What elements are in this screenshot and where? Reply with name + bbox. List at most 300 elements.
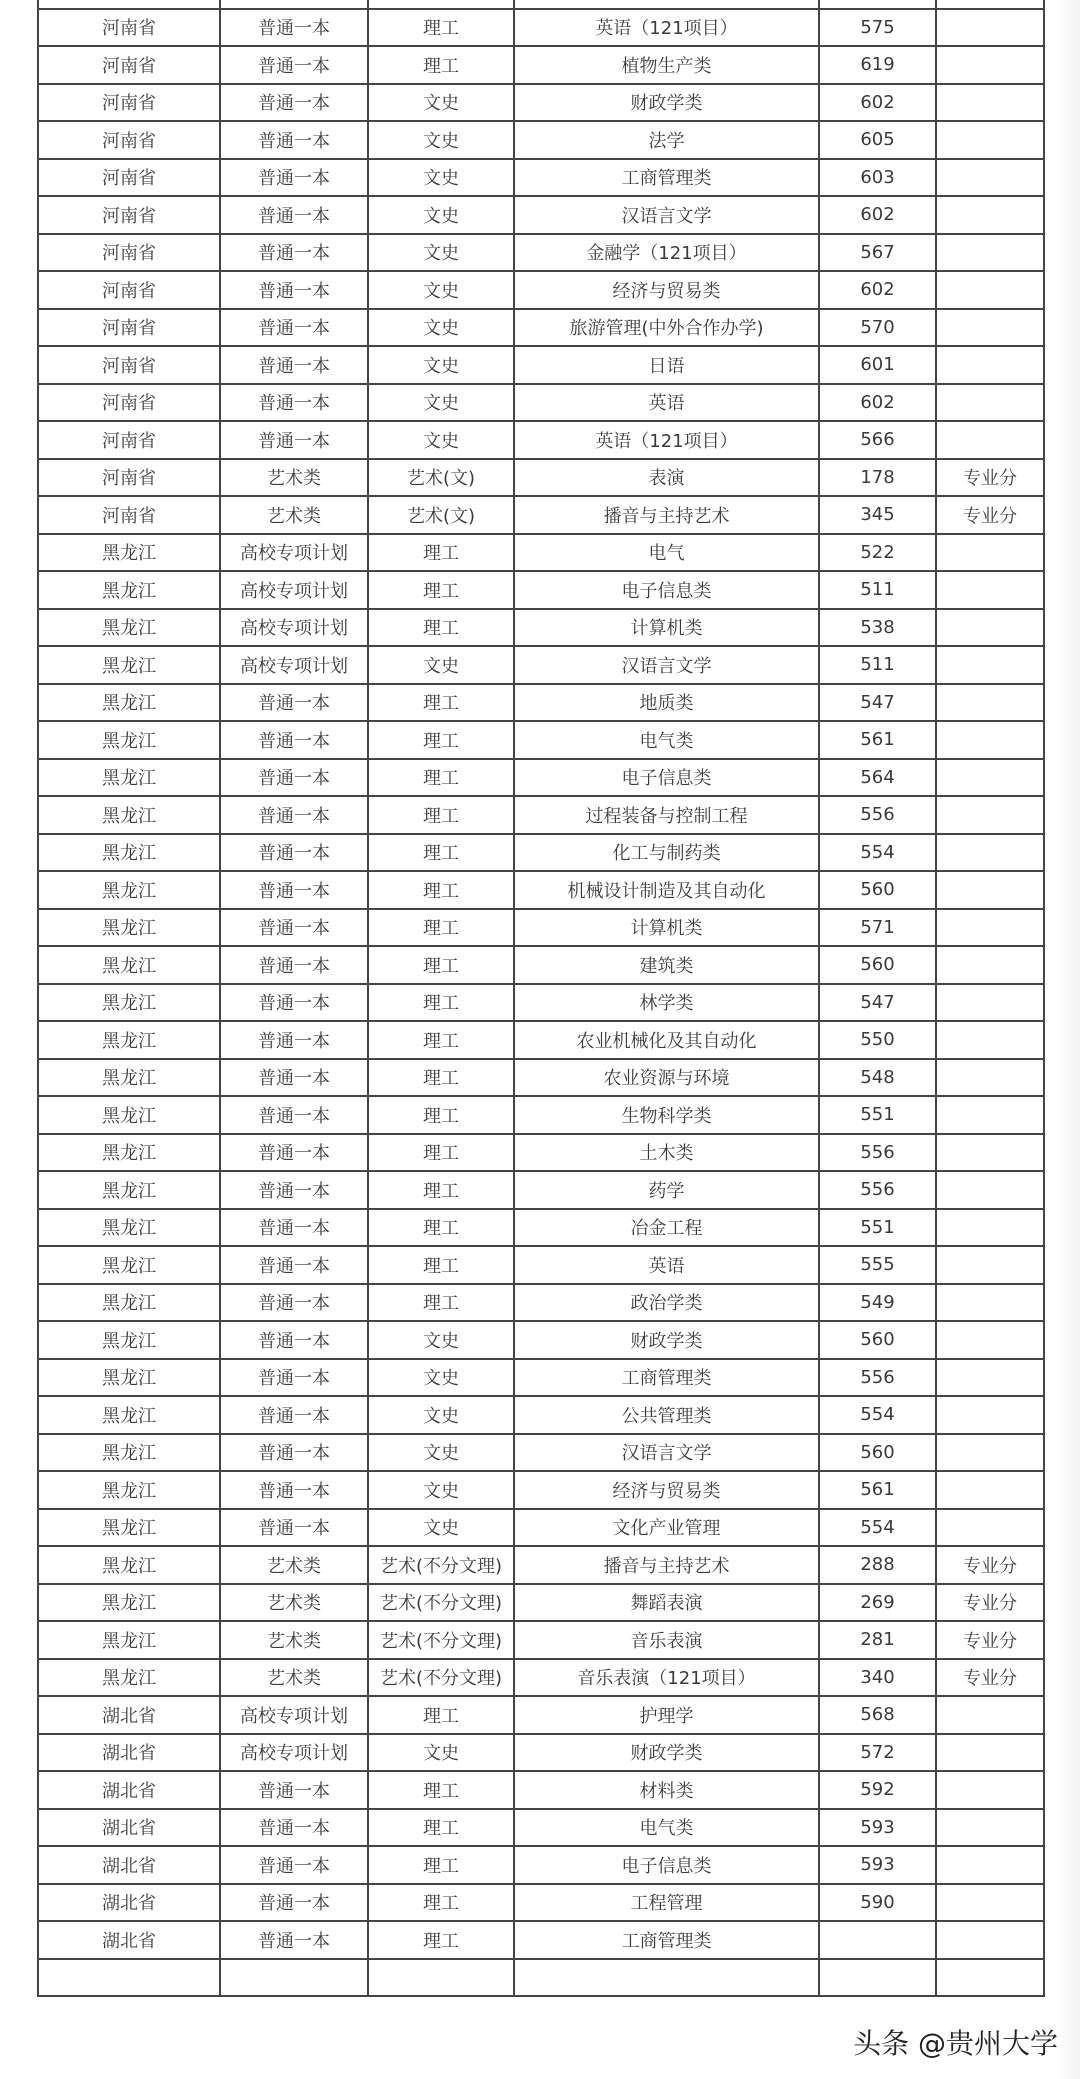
category-cell: 理工 [368,1096,514,1134]
note-cell [936,609,1044,647]
province-cell: 黑龙江 [38,1059,220,1097]
note-cell [936,909,1044,947]
note-cell [936,1734,1044,1772]
score-cell: 556 [819,1359,936,1397]
major-cell: 经济与贸易类 [514,271,819,309]
major-cell: 机械设计制造及其自动化 [514,871,819,909]
major-cell: 农业资源与环境 [514,1059,819,1097]
batch-cell: 高校专项计划 [220,646,368,684]
major-cell: 电气 [514,534,819,572]
category-cell: 理工 [368,1059,514,1097]
batch-cell: 普通一本 [220,796,368,834]
score-cell: 602 [819,84,936,122]
major-cell: 林学类 [514,984,819,1022]
table-row [38,159,1044,197]
score-cell [819,1959,936,1997]
score-cell: 538 [819,609,936,647]
score-cell: 560 [819,1321,936,1359]
province-cell: 湖北省 [38,1846,220,1884]
score-cell: 556 [819,796,936,834]
province-cell: 河南省 [38,9,220,47]
batch-cell: 普通一本 [220,834,368,872]
province-cell: 黑龙江 [38,1209,220,1247]
province-cell: 黑龙江 [38,1096,220,1134]
province-cell: 黑龙江 [38,646,220,684]
table-row [38,0,1044,9]
major-cell: 工商管理类 [514,1359,819,1397]
province-cell: 黑龙江 [38,1659,220,1697]
province-cell: 黑龙江 [38,909,220,947]
category-cell: 文史 [368,121,514,159]
score-cell: 601 [819,346,936,384]
batch-cell: 普通一本 [220,1134,368,1172]
note-cell [936,1884,1044,1922]
category-cell: 理工 [368,1209,514,1247]
table-row [38,1471,1044,1509]
batch-cell: 普通一本 [220,1809,368,1847]
category-cell: 文史 [368,1396,514,1434]
province-cell [38,1959,220,1997]
province-cell: 黑龙江 [38,946,220,984]
category-cell: 理工 [368,1171,514,1209]
batch-cell: 普通一本 [220,196,368,234]
table-row [38,571,1044,609]
major-cell: 土木类 [514,1134,819,1172]
score-cell: 554 [819,1509,936,1547]
category-cell: 艺术(不分文理) [368,1546,514,1584]
note-cell: 专业分 [936,459,1044,497]
table-row [38,1284,1044,1322]
score-cell: 603 [819,159,936,197]
table-row [38,946,1044,984]
category-cell: 文史 [368,159,514,197]
province-cell: 黑龙江 [38,759,220,797]
category-cell [368,0,514,9]
note-cell [936,9,1044,47]
category-cell: 文史 [368,646,514,684]
major-cell [514,0,819,9]
note-cell [936,759,1044,797]
note-cell [936,834,1044,872]
batch-cell: 普通一本 [220,1846,368,1884]
category-cell: 艺术(文) [368,496,514,534]
batch-cell: 普通一本 [220,871,368,909]
batch-cell: 普通一本 [220,1471,368,1509]
category-cell [368,1959,514,1997]
major-cell: 电子信息类 [514,759,819,797]
table-row [38,609,1044,647]
table-row [38,1809,1044,1847]
score-cell: 288 [819,1546,936,1584]
table-row [38,1209,1044,1247]
province-cell: 河南省 [38,121,220,159]
table-row [38,1171,1044,1209]
batch-cell: 普通一本 [220,1509,368,1547]
score-cell: 560 [819,1434,936,1472]
table-row [38,1246,1044,1284]
note-cell [936,1171,1044,1209]
province-cell: 黑龙江 [38,1546,220,1584]
score-cell: 575 [819,9,936,47]
score-cell: 568 [819,1696,936,1734]
table-row [38,1321,1044,1359]
batch-cell: 艺术类 [220,1659,368,1697]
batch-cell [220,0,368,9]
batch-cell: 普通一本 [220,346,368,384]
table-row [38,1734,1044,1772]
batch-cell: 普通一本 [220,84,368,122]
score-cell: 561 [819,1471,936,1509]
major-cell: 音乐表演（121项目） [514,1659,819,1697]
batch-cell [220,1959,368,1997]
batch-cell: 高校专项计划 [220,571,368,609]
table-row [38,1021,1044,1059]
major-cell: 生物科学类 [514,1096,819,1134]
province-cell: 黑龙江 [38,1359,220,1397]
province-cell: 黑龙江 [38,571,220,609]
major-cell: 计算机类 [514,609,819,647]
province-cell: 河南省 [38,46,220,84]
note-cell [936,121,1044,159]
note-cell [936,1509,1044,1547]
category-cell: 艺术(文) [368,459,514,497]
category-cell: 理工 [368,721,514,759]
category-cell: 理工 [368,1246,514,1284]
table-row [38,1359,1044,1397]
table-row [38,234,1044,272]
major-cell: 过程装备与控制工程 [514,796,819,834]
major-cell: 文化产业管理 [514,1509,819,1547]
major-cell: 药学 [514,1171,819,1209]
table-row [38,1584,1044,1622]
major-cell: 建筑类 [514,946,819,984]
major-cell: 英语（121项目） [514,9,819,47]
category-cell: 理工 [368,1021,514,1059]
major-cell: 经济与贸易类 [514,1471,819,1509]
score-cell [819,1921,936,1959]
note-cell [936,421,1044,459]
province-cell: 黑龙江 [38,1134,220,1172]
table-row [38,459,1044,497]
batch-cell: 普通一本 [220,721,368,759]
category-cell: 理工 [368,946,514,984]
major-cell: 化工与制药类 [514,834,819,872]
major-cell: 英语 [514,384,819,422]
note-cell [936,946,1044,984]
note-cell [936,346,1044,384]
major-cell: 电气类 [514,1809,819,1847]
batch-cell: 普通一本 [220,1921,368,1959]
score-cell: 554 [819,834,936,872]
major-cell: 英语 [514,1246,819,1284]
note-cell [936,1471,1044,1509]
major-cell: 材料类 [514,1771,819,1809]
note-cell [936,871,1044,909]
score-cell: 556 [819,1134,936,1172]
province-cell: 黑龙江 [38,1434,220,1472]
score-cell: 551 [819,1209,936,1247]
major-cell: 汉语言文学 [514,646,819,684]
table-row [38,1434,1044,1472]
province-cell: 湖北省 [38,1884,220,1922]
category-cell: 文史 [368,421,514,459]
batch-cell: 普通一本 [220,1284,368,1322]
major-cell: 音乐表演 [514,1621,819,1659]
table-row [38,1396,1044,1434]
note-cell [936,646,1044,684]
note-cell [936,1396,1044,1434]
table-row [38,1884,1044,1922]
major-cell: 护理学 [514,1696,819,1734]
table-row [38,721,1044,759]
score-cell: 619 [819,46,936,84]
note-cell: 专业分 [936,1546,1044,1584]
category-cell: 理工 [368,1696,514,1734]
score-cell: 567 [819,234,936,272]
table-row [38,646,1044,684]
major-cell: 旅游管理(中外合作办学) [514,309,819,347]
table-row [38,1696,1044,1734]
note-cell [936,1021,1044,1059]
category-cell: 文史 [368,1321,514,1359]
province-cell: 河南省 [38,84,220,122]
category-cell: 理工 [368,984,514,1022]
province-cell: 河南省 [38,459,220,497]
category-cell: 理工 [368,834,514,872]
category-cell: 文史 [368,1359,514,1397]
major-cell: 金融学（121项目） [514,234,819,272]
note-cell [936,384,1044,422]
batch-cell: 普通一本 [220,1771,368,1809]
table-row [38,421,1044,459]
batch-cell: 普通一本 [220,759,368,797]
category-cell: 文史 [368,234,514,272]
score-cell: 511 [819,571,936,609]
province-cell: 河南省 [38,271,220,309]
category-cell: 理工 [368,534,514,572]
province-cell: 黑龙江 [38,1246,220,1284]
category-cell: 理工 [368,759,514,797]
table-row [38,9,1044,47]
batch-cell: 艺术类 [220,459,368,497]
score-cell: 340 [819,1659,936,1697]
batch-cell: 普通一本 [220,421,368,459]
table-row [38,1846,1044,1884]
province-cell: 黑龙江 [38,1584,220,1622]
note-cell [936,1434,1044,1472]
province-cell: 黑龙江 [38,1171,220,1209]
category-cell: 艺术(不分文理) [368,1659,514,1697]
note-cell [936,796,1044,834]
category-cell: 文史 [368,346,514,384]
batch-cell: 普通一本 [220,1884,368,1922]
province-cell: 河南省 [38,159,220,197]
score-cell: 345 [819,496,936,534]
major-cell: 播音与主持艺术 [514,1546,819,1584]
major-cell: 工商管理类 [514,1921,819,1959]
table-row [38,84,1044,122]
category-cell: 文史 [368,1509,514,1547]
major-cell: 工程管理 [514,1884,819,1922]
note-cell [936,271,1044,309]
table-row [38,1546,1044,1584]
note-cell [936,684,1044,722]
batch-cell: 普通一本 [220,121,368,159]
category-cell: 理工 [368,796,514,834]
category-cell: 文史 [368,309,514,347]
score-cell: 555 [819,1246,936,1284]
score-cell: 178 [819,459,936,497]
major-cell: 汉语言文学 [514,196,819,234]
province-cell: 黑龙江 [38,796,220,834]
score-cell: 593 [819,1809,936,1847]
major-cell: 电气类 [514,721,819,759]
batch-cell: 艺术类 [220,1621,368,1659]
major-cell: 财政学类 [514,1321,819,1359]
major-cell: 舞蹈表演 [514,1584,819,1622]
category-cell: 理工 [368,1284,514,1322]
admission-scores-table [37,0,1045,1997]
note-cell [936,984,1044,1022]
note-cell [936,309,1044,347]
batch-cell: 普通一本 [220,384,368,422]
score-cell: 572 [819,1734,936,1772]
major-cell: 电子信息类 [514,1846,819,1884]
province-cell: 黑龙江 [38,1321,220,1359]
category-cell: 理工 [368,1771,514,1809]
major-cell: 计算机类 [514,909,819,947]
score-cell: 269 [819,1584,936,1622]
batch-cell: 普通一本 [220,1021,368,1059]
category-cell: 理工 [368,1884,514,1922]
note-cell [936,1321,1044,1359]
batch-cell: 艺术类 [220,496,368,534]
major-cell: 公共管理类 [514,1396,819,1434]
batch-cell: 普通一本 [220,1209,368,1247]
table-row [38,1921,1044,1959]
score-cell: 547 [819,684,936,722]
batch-cell: 高校专项计划 [220,609,368,647]
note-cell [936,0,1044,9]
table-row [38,796,1044,834]
major-cell: 日语 [514,346,819,384]
category-cell: 文史 [368,271,514,309]
province-cell: 黑龙江 [38,721,220,759]
category-cell: 艺术(不分文理) [368,1584,514,1622]
province-cell: 黑龙江 [38,1509,220,1547]
page-edge [1056,0,1080,2079]
province-cell: 河南省 [38,309,220,347]
province-cell: 黑龙江 [38,1621,220,1659]
note-cell [936,1846,1044,1884]
note-cell [936,1959,1044,1997]
major-cell: 电子信息类 [514,571,819,609]
province-cell: 黑龙江 [38,1396,220,1434]
score-cell: 570 [819,309,936,347]
table-row [38,1096,1044,1134]
province-cell: 黑龙江 [38,684,220,722]
major-cell: 冶金工程 [514,1209,819,1247]
score-cell: 549 [819,1284,936,1322]
table-row [38,871,1044,909]
note-cell [936,1246,1044,1284]
batch-cell: 普通一本 [220,234,368,272]
category-cell: 文史 [368,1434,514,1472]
score-cell: 571 [819,909,936,947]
score-cell: 551 [819,1096,936,1134]
category-cell: 文史 [368,1471,514,1509]
score-cell: 522 [819,534,936,572]
major-cell: 播音与主持艺术 [514,496,819,534]
table-row [38,309,1044,347]
category-cell: 理工 [368,609,514,647]
province-cell: 河南省 [38,196,220,234]
note-cell [936,46,1044,84]
score-cell: 560 [819,871,936,909]
note-cell: 专业分 [936,496,1044,534]
province-cell: 河南省 [38,421,220,459]
score-cell: 602 [819,196,936,234]
note-cell [936,159,1044,197]
note-cell [936,196,1044,234]
note-cell [936,1059,1044,1097]
category-cell: 理工 [368,571,514,609]
note-cell [936,1096,1044,1134]
score-cell: 281 [819,1621,936,1659]
table-row [38,46,1044,84]
score-cell: 548 [819,1059,936,1097]
score-cell: 556 [819,1171,936,1209]
province-cell: 湖北省 [38,1809,220,1847]
table-row [38,384,1044,422]
province-cell: 湖北省 [38,1921,220,1959]
note-cell [936,234,1044,272]
score-cell: 560 [819,946,936,984]
batch-cell: 普通一本 [220,159,368,197]
category-cell: 理工 [368,1134,514,1172]
category-cell: 理工 [368,46,514,84]
note-cell [936,571,1044,609]
score-cell: 602 [819,384,936,422]
note-cell: 专业分 [936,1584,1044,1622]
province-cell: 黑龙江 [38,834,220,872]
category-cell: 文史 [368,384,514,422]
score-cell: 602 [819,271,936,309]
table-row [38,271,1044,309]
table-row [38,1621,1044,1659]
table-row [38,759,1044,797]
province-cell [38,0,220,9]
category-cell: 文史 [368,84,514,122]
note-cell [936,534,1044,572]
table-row [38,121,1044,159]
table-row [38,834,1044,872]
category-cell: 理工 [368,909,514,947]
province-cell: 黑龙江 [38,984,220,1022]
score-cell: 590 [819,1884,936,1922]
province-cell: 河南省 [38,384,220,422]
batch-cell: 普通一本 [220,1321,368,1359]
batch-cell: 普通一本 [220,1246,368,1284]
batch-cell: 普通一本 [220,984,368,1022]
batch-cell: 普通一本 [220,684,368,722]
table-row [38,1059,1044,1097]
score-cell: 605 [819,121,936,159]
batch-cell: 普通一本 [220,946,368,984]
note-cell [936,1809,1044,1847]
batch-cell: 普通一本 [220,46,368,84]
province-cell: 河南省 [38,234,220,272]
